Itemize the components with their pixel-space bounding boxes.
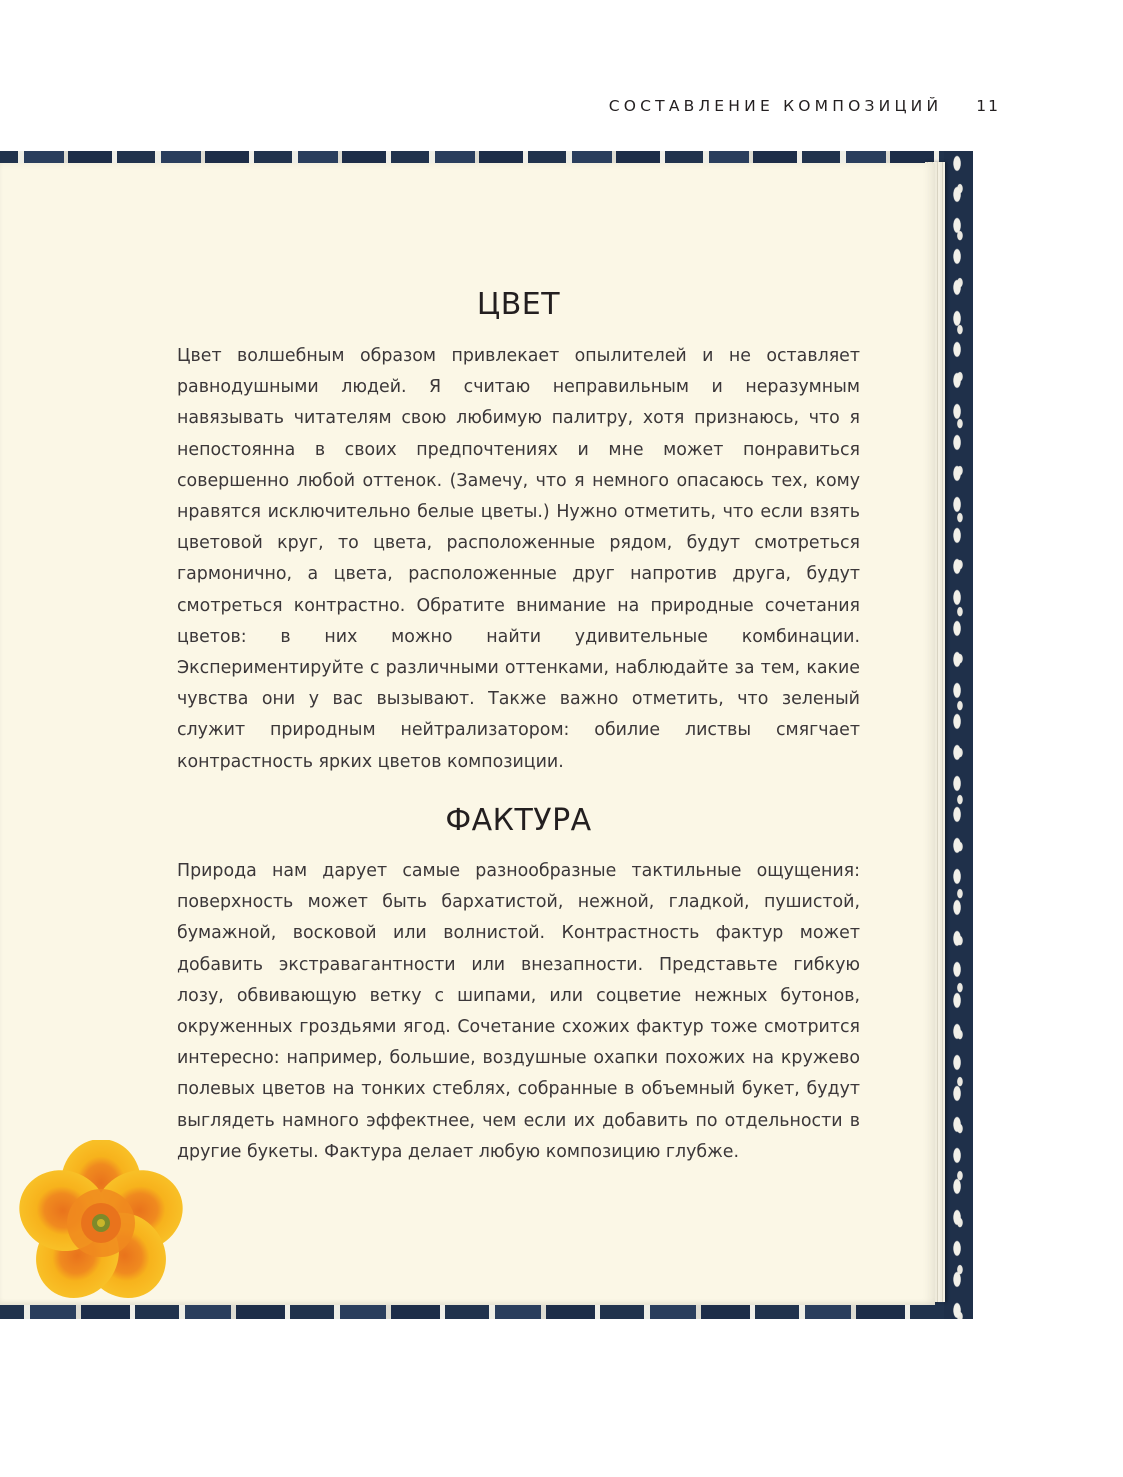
running-title: СОСТАВЛЕНИЕ КОМПОЗИЦИЙ bbox=[608, 97, 943, 115]
texture-section-title: ФАКТУРА bbox=[445, 803, 592, 838]
texture-section bbox=[177, 803, 860, 1168]
yellow-flower-icon bbox=[18, 1140, 184, 1306]
color-section bbox=[177, 287, 860, 778]
book-cover-right-edge bbox=[944, 151, 973, 1319]
color-section-title: ЦВЕТ bbox=[476, 287, 561, 322]
running-header bbox=[609, 97, 1000, 115]
texture-section-body: Природа нам дарует самые разнообразные тактильные ощущения: поверхность может быть бархатистой, нежной, гладкой, пушистой, бумажной, восковой или волнистой. Контрастность фактур может добавить экстравагантности или внезапности. Представьте гибкую лозу, обвивающую ветку с шипами, или соцветие нежных бутонов, окруженных гроздьями ягод. Сочетание схожих фактур тоже смотрится интересно: например, большие, воздушные охапки похожих на кружево полевых цветов на тонких стеблях, собранные в объемный букет, будут выглядеть намного эффектнее, чем если их добавить по отдельности в другие букеты. Фактура делает любую композицию глубже. bbox=[177, 861, 860, 1162]
color-section-body: Цвет волшебным образом привлекает опылителей и не оставляет равнодушными людей. Я считаю неправильным и неразумным навязывать читателям свою любимую палитру, хотя признаюсь, что я непостоянна в своих предпочтениях и мне может понравиться совершенно любой оттенок. (Замечу, что я немного опасаюсь тех, кому нравятся исключительно белые цветы.) Нужно отметить, что если взять цветовой круг, то цвета, расположенные рядом, будут смотреться гармонично, а цвета, расположенные друг напротив друга, будут смотреться контрастно. Обратите внимание на природные сочетания цветов: в них можно найти удивительные комбинации. Экспериментируйте с различными оттенками, наблюдайте за тем, какие чувства они у вас вызывают. Также важно отметить, что зеленый служит природным нейтрализатором: обилие листвы смягчает контрастность ярких цветов композиции. bbox=[177, 346, 860, 772]
page-number: 11 bbox=[976, 97, 1000, 115]
